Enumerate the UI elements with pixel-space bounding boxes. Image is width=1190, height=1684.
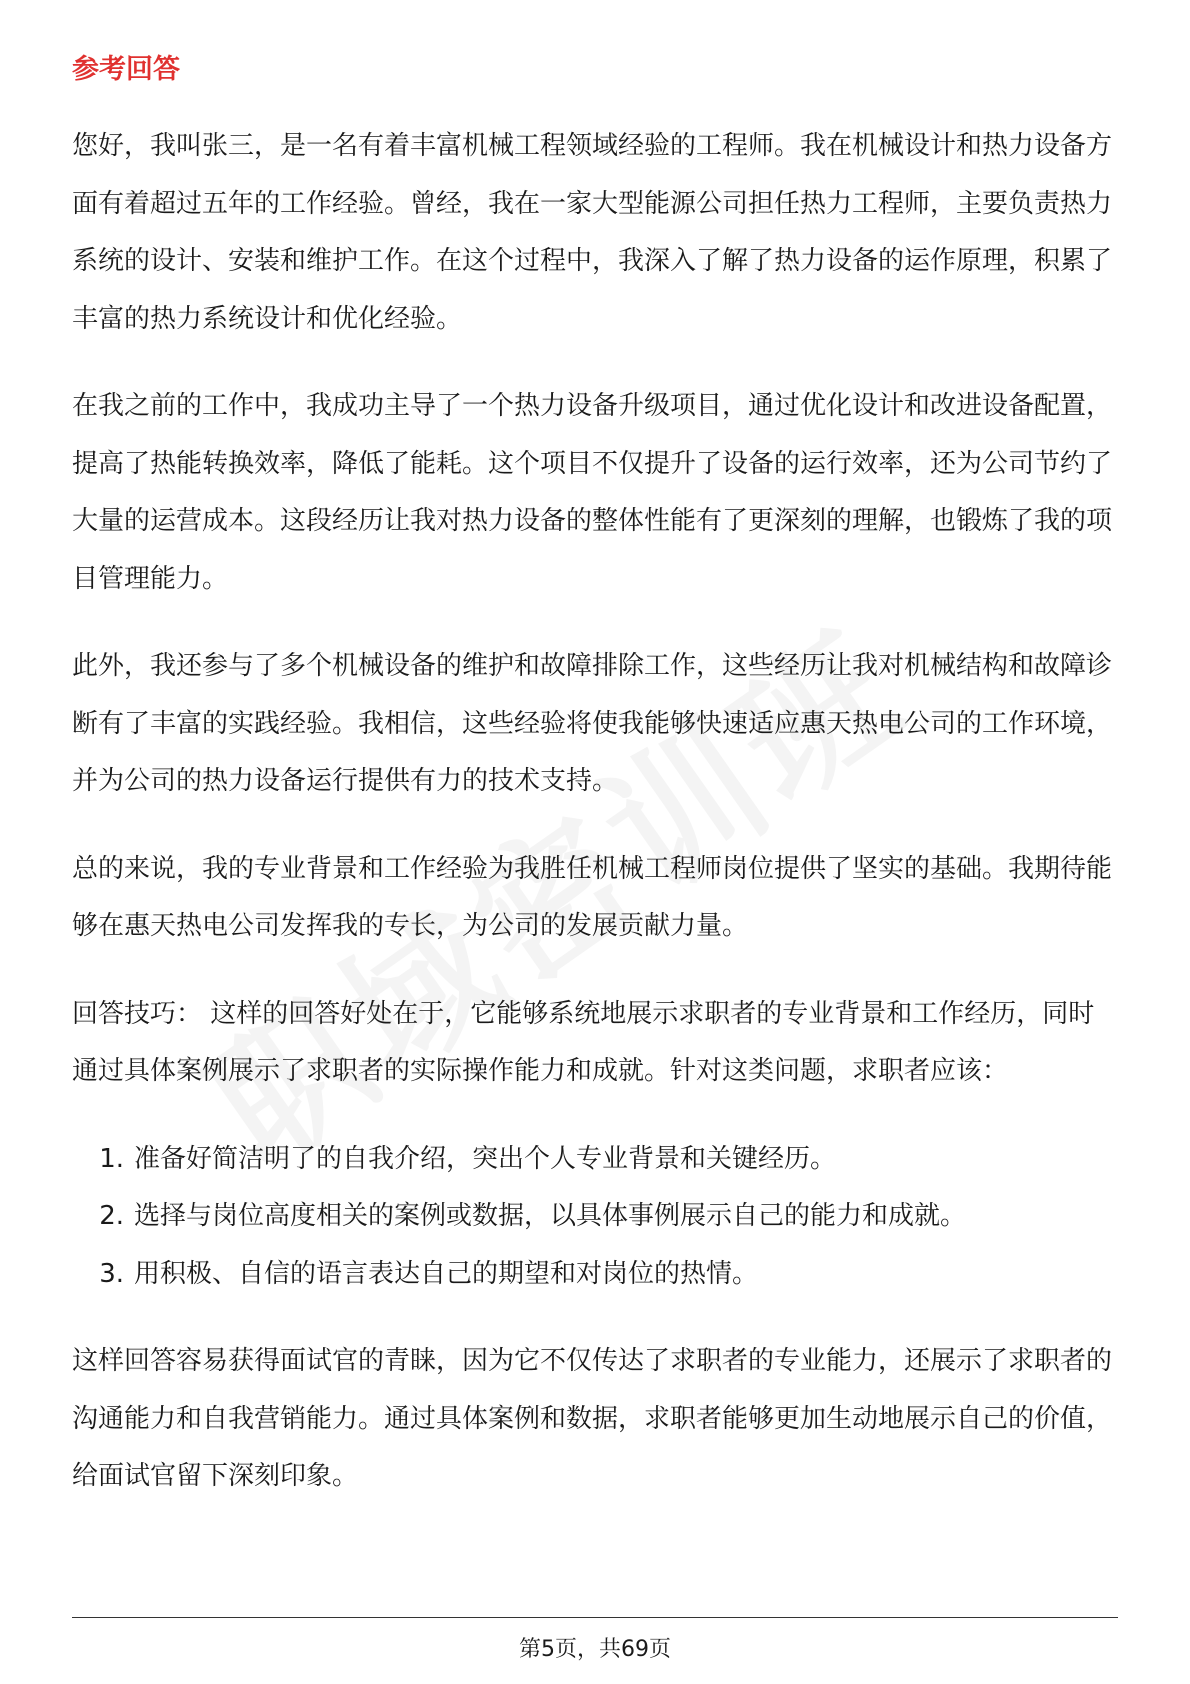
list-item <box>72 1188 1118 1246</box>
list-item <box>72 1131 1118 1189</box>
section-title: 参考回答 <box>72 54 180 85</box>
list-text: 准备好简洁明了的自我介绍，突出个人专业背景和关键经历。 <box>134 1143 837 1174</box>
footer-divider <box>72 1617 1118 1618</box>
list-number: 1. <box>99 1143 124 1174</box>
list-item <box>72 1246 1118 1304</box>
paragraph-closing: 这样回答容易获得面试官的青睐，因为它不仅传达了求职者的专业能力，还展示了求职者的沟通能力和自我营销能力。通过具体案例和数据，求职者能够更加生动地展示自己的价值，给面试官留下深刻印象。 <box>72 1346 1113 1491</box>
paragraph-intro: 您好，我叫张三，是一名有着丰富机械工程领域经验的工程师。我在机械设计和热力设备方面有着超过五年的工作经验。曾经，我在一家大型能源公司担任热力工程师，主要负责热力系统的设计、安装和维护工作。在这个过程中，我深入了解了热力设备的运作原理，积累了丰富的热力系统设计和优化经验。 <box>72 131 1113 334</box>
list-number: 3. <box>99 1258 124 1289</box>
paragraph-tips-intro: 回答技巧： 这样的回答好处在于，它能够系统地展示求职者的专业背景和工作经历，同时通过具体案例展示了求职者的实际操作能力和成就。针对这类问题，求职者应该： <box>72 998 1095 1086</box>
document-page <box>72 50 1118 1536</box>
tips-list <box>72 1131 1118 1304</box>
list-number: 2. <box>99 1201 124 1231</box>
list-text: 选择与岗位高度相关的案例或数据，以具体事例展示自己的能力和成就。 <box>134 1201 967 1231</box>
page-number: 第5页，共69页 <box>519 1637 671 1662</box>
paragraph-maintenance: 此外，我还参与了多个机械设备的维护和故障排除工作，这些经历让我对机械结构和故障诊断有了丰富的实践经验。我相信，这些经验将使我能够快速适应惠天热电公司的工作环境，并为公司的热力设备运行提供有力的技术支持。 <box>72 651 1113 796</box>
list-text: 用积极、自信的语言表达自己的期望和对岗位的热情。 <box>134 1258 759 1289</box>
paragraph-project: 在我之前的工作中，我成功主导了一个热力设备升级项目，通过优化设计和改进设备配置，提高了热能转换效率，降低了能耗。这个项目不仅提升了设备的运行效率，还为公司节约了大量的运营成本。这段经历让我对热力设备的整体性能有了更深刻的理解，也锻炼了我的项目管理能力。 <box>72 391 1113 594</box>
paragraph-summary: 总的来说，我的专业背景和工作经验为我胜任机械工程师岗位提供了坚实的基础。我期待能够在惠天热电公司发挥我的专长，为公司的发展贡献力量。 <box>72 853 1113 941</box>
